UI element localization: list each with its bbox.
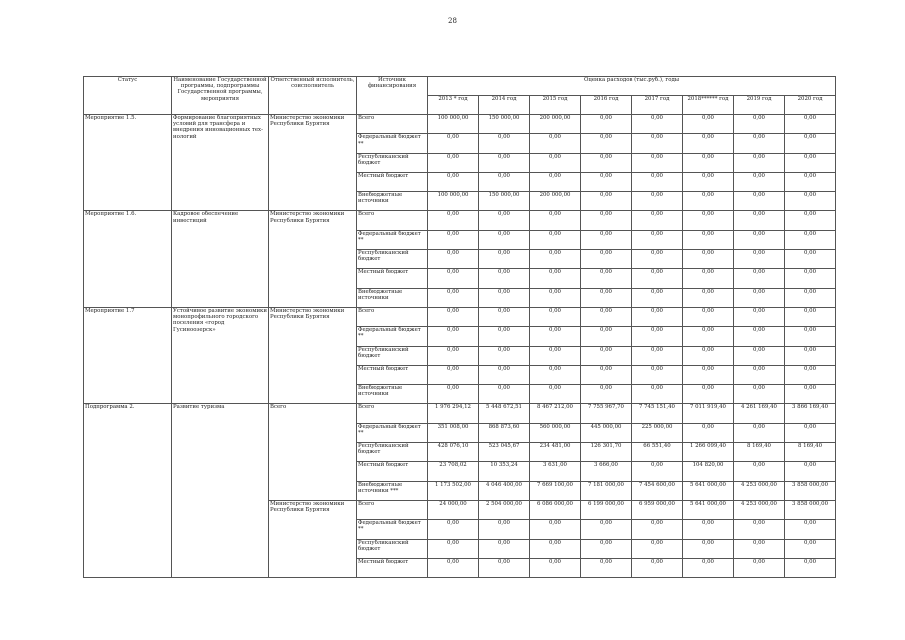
value-cell: 0,00 — [683, 423, 734, 442]
value-cell: 0,00 — [785, 462, 836, 481]
value-cell: 126 301,70 — [581, 443, 632, 462]
value-cell: 0,00 — [479, 346, 530, 365]
value-cell: 0,00 — [479, 134, 530, 153]
value-cell: 10 353,24 — [479, 462, 530, 481]
value-cell: 0,00 — [479, 539, 530, 558]
value-cell: 0,00 — [530, 539, 581, 558]
value-cell: 0,00 — [530, 327, 581, 346]
executor-cell: Министерство экономики Республики Бурятия — [269, 307, 357, 403]
value-cell: 560 000,00 — [530, 423, 581, 442]
source-cell: Республиканский бюджет — [357, 346, 428, 365]
value-cell: 5 641 000,00 — [683, 500, 734, 519]
value-cell: 0,00 — [785, 307, 836, 326]
value-cell: 0,00 — [632, 192, 683, 211]
source-cell: Всего — [357, 115, 428, 134]
value-cell: 0,00 — [734, 327, 785, 346]
value-cell: 0,00 — [428, 365, 479, 384]
value-cell: 3 866 169,40 — [785, 404, 836, 423]
header-year: 2017 год — [632, 96, 683, 115]
header-status: Статус — [84, 77, 172, 115]
value-cell: 8 467 212,00 — [530, 404, 581, 423]
program-name-cell: Устойчивое развитие экономики монопрофильного городского поселения «город Гусиноозерск» — [172, 307, 269, 403]
value-cell: 0,00 — [734, 520, 785, 539]
value-cell: 0,00 — [683, 192, 734, 211]
header-year: 2015 год — [530, 96, 581, 115]
program-name-cell: Формирование благоприятных условий для трансфера и внедрения инновационных тех-нологий — [172, 115, 269, 211]
value-cell: 23 708,02 — [428, 462, 479, 481]
value-cell: 0,00 — [581, 558, 632, 577]
header-year: 2013 * год — [428, 96, 479, 115]
value-cell: 0,00 — [428, 269, 479, 288]
value-cell: 0,00 — [530, 520, 581, 539]
value-cell: 0,00 — [479, 520, 530, 539]
table-row — [84, 404, 836, 423]
value-cell: 0,00 — [530, 134, 581, 153]
value-cell: 0,00 — [428, 172, 479, 191]
budget-table — [83, 76, 836, 578]
value-cell: 0,00 — [785, 423, 836, 442]
value-cell: 0,00 — [683, 307, 734, 326]
value-cell: 0,00 — [683, 288, 734, 307]
program-name-cell: Кадровое обеспечение инвестиций — [172, 211, 269, 307]
value-cell: 3 858 000,00 — [785, 500, 836, 519]
value-cell: 0,00 — [581, 327, 632, 346]
value-cell: 6 959 000,00 — [632, 500, 683, 519]
value-cell: 0,00 — [530, 385, 581, 404]
value-cell: 0,00 — [581, 250, 632, 269]
value-cell: 6 086 000,00 — [530, 500, 581, 519]
value-cell: 104 820,00 — [683, 462, 734, 481]
value-cell: 0,00 — [479, 153, 530, 172]
source-cell: Всего — [357, 211, 428, 230]
value-cell: 0,00 — [734, 134, 785, 153]
value-cell: 0,00 — [785, 558, 836, 577]
value-cell: 0,00 — [734, 307, 785, 326]
value-cell: 0,00 — [581, 385, 632, 404]
value-cell: 150 000,00 — [479, 115, 530, 134]
value-cell: 200 000,00 — [530, 115, 581, 134]
value-cell: 8 169,40 — [734, 443, 785, 462]
value-cell: 3 666,00 — [581, 462, 632, 481]
value-cell: 200 000,00 — [530, 192, 581, 211]
source-cell: Всего — [357, 404, 428, 423]
value-cell: 0,00 — [530, 558, 581, 577]
value-cell: 0,00 — [428, 250, 479, 269]
table-row — [84, 307, 836, 326]
value-cell: 0,00 — [530, 250, 581, 269]
value-cell: 0,00 — [785, 192, 836, 211]
value-cell: 0,00 — [632, 172, 683, 191]
source-cell: Местный бюджет — [357, 558, 428, 577]
value-cell: 8 169,40 — [785, 443, 836, 462]
value-cell: 0,00 — [581, 115, 632, 134]
value-cell: 0,00 — [581, 365, 632, 384]
value-cell: 0,00 — [785, 211, 836, 230]
value-cell: 0,00 — [734, 365, 785, 384]
value-cell: 0,00 — [428, 307, 479, 326]
value-cell: 0,00 — [581, 346, 632, 365]
value-cell: 0,00 — [479, 269, 530, 288]
value-cell: 0,00 — [530, 288, 581, 307]
value-cell: 7 745 151,40 — [632, 404, 683, 423]
status-cell: Мероприятие 1.6. — [84, 211, 172, 307]
source-cell: Республиканский бюджет — [357, 250, 428, 269]
executor-cell: Министерство экономики Республики Бурятия — [269, 115, 357, 211]
value-cell: 0,00 — [683, 211, 734, 230]
value-cell: 0,00 — [785, 327, 836, 346]
source-cell: Республиканский бюджет — [357, 539, 428, 558]
value-cell: 0,00 — [683, 230, 734, 249]
source-cell: Всего — [357, 500, 428, 519]
value-cell: 0,00 — [479, 558, 530, 577]
value-cell: 0,00 — [581, 288, 632, 307]
source-cell: Всего — [357, 307, 428, 326]
value-cell: 0,00 — [632, 558, 683, 577]
value-cell: 0,00 — [683, 365, 734, 384]
value-cell: 0,00 — [581, 307, 632, 326]
value-cell: 0,00 — [479, 250, 530, 269]
source-cell: Федеральный бюджет ** — [357, 134, 428, 153]
value-cell: 0,00 — [632, 115, 683, 134]
value-cell: 0,00 — [479, 307, 530, 326]
value-cell: 0,00 — [734, 153, 785, 172]
value-cell: 4 253 000,00 — [734, 500, 785, 519]
source-cell: Внебюджетные источники — [357, 385, 428, 404]
value-cell: 0,00 — [785, 134, 836, 153]
value-cell: 7 454 600,00 — [632, 481, 683, 500]
value-cell: 2 504 000,00 — [479, 500, 530, 519]
executor-cell: Министерство экономики Республики Бурятия — [269, 211, 357, 307]
value-cell: 0,00 — [632, 230, 683, 249]
value-cell: 0,00 — [683, 115, 734, 134]
header-program-name: Наименование Государственной программы, подпрограммы Государственной программы, мероприятия — [172, 77, 269, 115]
value-cell: 0,00 — [530, 153, 581, 172]
program-name-cell: Развитие туризма — [172, 404, 269, 578]
value-cell: 0,00 — [734, 423, 785, 442]
value-cell: 0,00 — [479, 230, 530, 249]
value-cell: 0,00 — [734, 558, 785, 577]
value-cell: 0,00 — [734, 269, 785, 288]
value-cell: 66 551,40 — [632, 443, 683, 462]
value-cell: 0,00 — [632, 346, 683, 365]
source-cell: Местный бюджет — [357, 462, 428, 481]
value-cell: 351 008,00 — [428, 423, 479, 442]
value-cell: 0,00 — [632, 327, 683, 346]
value-cell: 5 448 672,51 — [479, 404, 530, 423]
value-cell: 0,00 — [683, 346, 734, 365]
value-cell: 0,00 — [785, 520, 836, 539]
value-cell: 0,00 — [683, 153, 734, 172]
value-cell: 0,00 — [632, 520, 683, 539]
value-cell: 0,00 — [428, 134, 479, 153]
table-body — [84, 115, 836, 578]
value-cell: 0,00 — [581, 520, 632, 539]
value-cell: 0,00 — [479, 327, 530, 346]
value-cell: 234 481,00 — [530, 443, 581, 462]
value-cell: 0,00 — [683, 558, 734, 577]
value-cell: 0,00 — [734, 288, 785, 307]
source-cell: Внебюджетные источники — [357, 288, 428, 307]
source-cell: Республиканский бюджет — [357, 153, 428, 172]
value-cell: 0,00 — [683, 134, 734, 153]
value-cell: 0,00 — [428, 230, 479, 249]
value-cell: 0,00 — [785, 346, 836, 365]
value-cell: 0,00 — [734, 192, 785, 211]
value-cell: 0,00 — [683, 385, 734, 404]
header-year: 2020 год — [785, 96, 836, 115]
value-cell: 0,00 — [632, 211, 683, 230]
value-cell: 7 011 919,40 — [683, 404, 734, 423]
value-cell: 0,00 — [428, 153, 479, 172]
value-cell: 0,00 — [581, 211, 632, 230]
value-cell: 0,00 — [581, 269, 632, 288]
value-cell: 0,00 — [581, 230, 632, 249]
source-cell: Внебюджетные источники — [357, 192, 428, 211]
value-cell: 0,00 — [785, 172, 836, 191]
table-row — [84, 211, 836, 230]
table-row — [84, 115, 836, 134]
value-cell: 0,00 — [428, 520, 479, 539]
value-cell: 0,00 — [581, 153, 632, 172]
value-cell: 0,00 — [734, 172, 785, 191]
value-cell: 0,00 — [530, 307, 581, 326]
value-cell: 0,00 — [428, 327, 479, 346]
source-cell: Федеральный бюджет ** — [357, 520, 428, 539]
source-cell: Местный бюджет — [357, 172, 428, 191]
value-cell: 0,00 — [581, 539, 632, 558]
value-cell: 0,00 — [479, 211, 530, 230]
value-cell: 0,00 — [530, 230, 581, 249]
value-cell: 0,00 — [530, 211, 581, 230]
value-cell: 0,00 — [734, 250, 785, 269]
status-cell: Мероприятие 1.7 — [84, 307, 172, 403]
value-cell: 0,00 — [632, 307, 683, 326]
value-cell: 0,00 — [683, 327, 734, 346]
value-cell: 0,00 — [479, 385, 530, 404]
value-cell: 428 076,10 — [428, 443, 479, 462]
value-cell: 0,00 — [530, 365, 581, 384]
value-cell: 0,00 — [428, 385, 479, 404]
value-cell: 0,00 — [632, 462, 683, 481]
value-cell: 0,00 — [785, 288, 836, 307]
value-cell: 7 181 000,00 — [581, 481, 632, 500]
value-cell: 0,00 — [734, 211, 785, 230]
value-cell: 0,00 — [530, 172, 581, 191]
value-cell: 868 873,60 — [479, 423, 530, 442]
value-cell: 0,00 — [734, 230, 785, 249]
value-cell: 4 261 169,40 — [734, 404, 785, 423]
header-source: Источник финансирования — [357, 77, 428, 115]
value-cell: 1 173 502,00 — [428, 481, 479, 500]
header-year: 2014 год — [479, 96, 530, 115]
source-cell: Республиканский бюджет — [357, 443, 428, 462]
value-cell: 0,00 — [632, 539, 683, 558]
header-year: 2016 год — [581, 96, 632, 115]
value-cell: 0,00 — [734, 346, 785, 365]
value-cell: 0,00 — [632, 288, 683, 307]
value-cell: 7 755 967,70 — [581, 404, 632, 423]
value-cell: 0,00 — [785, 230, 836, 249]
value-cell: 0,00 — [530, 269, 581, 288]
value-cell: 0,00 — [479, 365, 530, 384]
executor-cell: Всего — [269, 404, 357, 500]
value-cell: 150 000,00 — [479, 192, 530, 211]
source-cell: Федеральный бюджет ** — [357, 423, 428, 442]
value-cell: 100 000,00 — [428, 115, 479, 134]
header-estimate: Оценка расходов (тыс.руб.), годы — [428, 77, 836, 96]
executor-cell: Министерство экономики Республики Бурятия — [269, 500, 357, 577]
value-cell: 0,00 — [428, 288, 479, 307]
value-cell: 3 631,00 — [530, 462, 581, 481]
value-cell: 0,00 — [785, 539, 836, 558]
value-cell: 0,00 — [581, 192, 632, 211]
value-cell: 0,00 — [734, 115, 785, 134]
source-cell: Местный бюджет — [357, 365, 428, 384]
value-cell: 0,00 — [428, 558, 479, 577]
value-cell: 6 199 000,00 — [581, 500, 632, 519]
value-cell: 0,00 — [479, 172, 530, 191]
value-cell: 5 641 000,00 — [683, 481, 734, 500]
value-cell: 0,00 — [632, 153, 683, 172]
source-cell: Внебюджетные источники *** — [357, 481, 428, 500]
header-executor: Ответственный исполнитель, соисполнитель — [269, 77, 357, 115]
value-cell: 0,00 — [581, 172, 632, 191]
value-cell: 0,00 — [785, 115, 836, 134]
value-cell: 0,00 — [632, 385, 683, 404]
value-cell: 24 000,00 — [428, 500, 479, 519]
value-cell: 0,00 — [479, 288, 530, 307]
value-cell: 225 000,00 — [632, 423, 683, 442]
page-number: 28 — [448, 17, 457, 25]
value-cell: 0,00 — [632, 134, 683, 153]
value-cell: 0,00 — [785, 385, 836, 404]
header-year: 2018****** год — [683, 96, 734, 115]
value-cell: 0,00 — [683, 520, 734, 539]
value-cell: 1 266 099,40 — [683, 443, 734, 462]
value-cell: 0,00 — [734, 539, 785, 558]
value-cell: 4 046 400,00 — [479, 481, 530, 500]
status-cell: Мероприятие 1.5. — [84, 115, 172, 211]
value-cell: 0,00 — [785, 153, 836, 172]
value-cell: 0,00 — [683, 269, 734, 288]
value-cell: 0,00 — [785, 269, 836, 288]
value-cell: 4 253 000,00 — [734, 481, 785, 500]
value-cell: 0,00 — [683, 172, 734, 191]
value-cell: 0,00 — [632, 365, 683, 384]
value-cell: 0,00 — [632, 269, 683, 288]
value-cell: 0,00 — [734, 385, 785, 404]
source-cell: Федеральный бюджет ** — [357, 230, 428, 249]
value-cell: 0,00 — [734, 462, 785, 481]
value-cell: 100 000,00 — [428, 192, 479, 211]
header-year: 2019 год — [734, 96, 785, 115]
value-cell: 0,00 — [428, 346, 479, 365]
value-cell: 0,00 — [785, 365, 836, 384]
value-cell: 0,00 — [530, 346, 581, 365]
value-cell: 7 669 100,00 — [530, 481, 581, 500]
value-cell: 3 858 000,00 — [785, 481, 836, 500]
value-cell: 1 976 294,12 — [428, 404, 479, 423]
status-cell: Подпрограмма 2. — [84, 404, 172, 578]
value-cell: 0,00 — [683, 250, 734, 269]
value-cell: 0,00 — [428, 539, 479, 558]
value-cell: 0,00 — [683, 539, 734, 558]
source-cell: Местный бюджет — [357, 269, 428, 288]
source-cell: Федеральный бюджет ** — [357, 327, 428, 346]
value-cell: 523 045,67 — [479, 443, 530, 462]
value-cell: 0,00 — [581, 134, 632, 153]
value-cell: 0,00 — [785, 250, 836, 269]
value-cell: 0,00 — [428, 211, 479, 230]
value-cell: 0,00 — [632, 250, 683, 269]
value-cell: 445 000,00 — [581, 423, 632, 442]
